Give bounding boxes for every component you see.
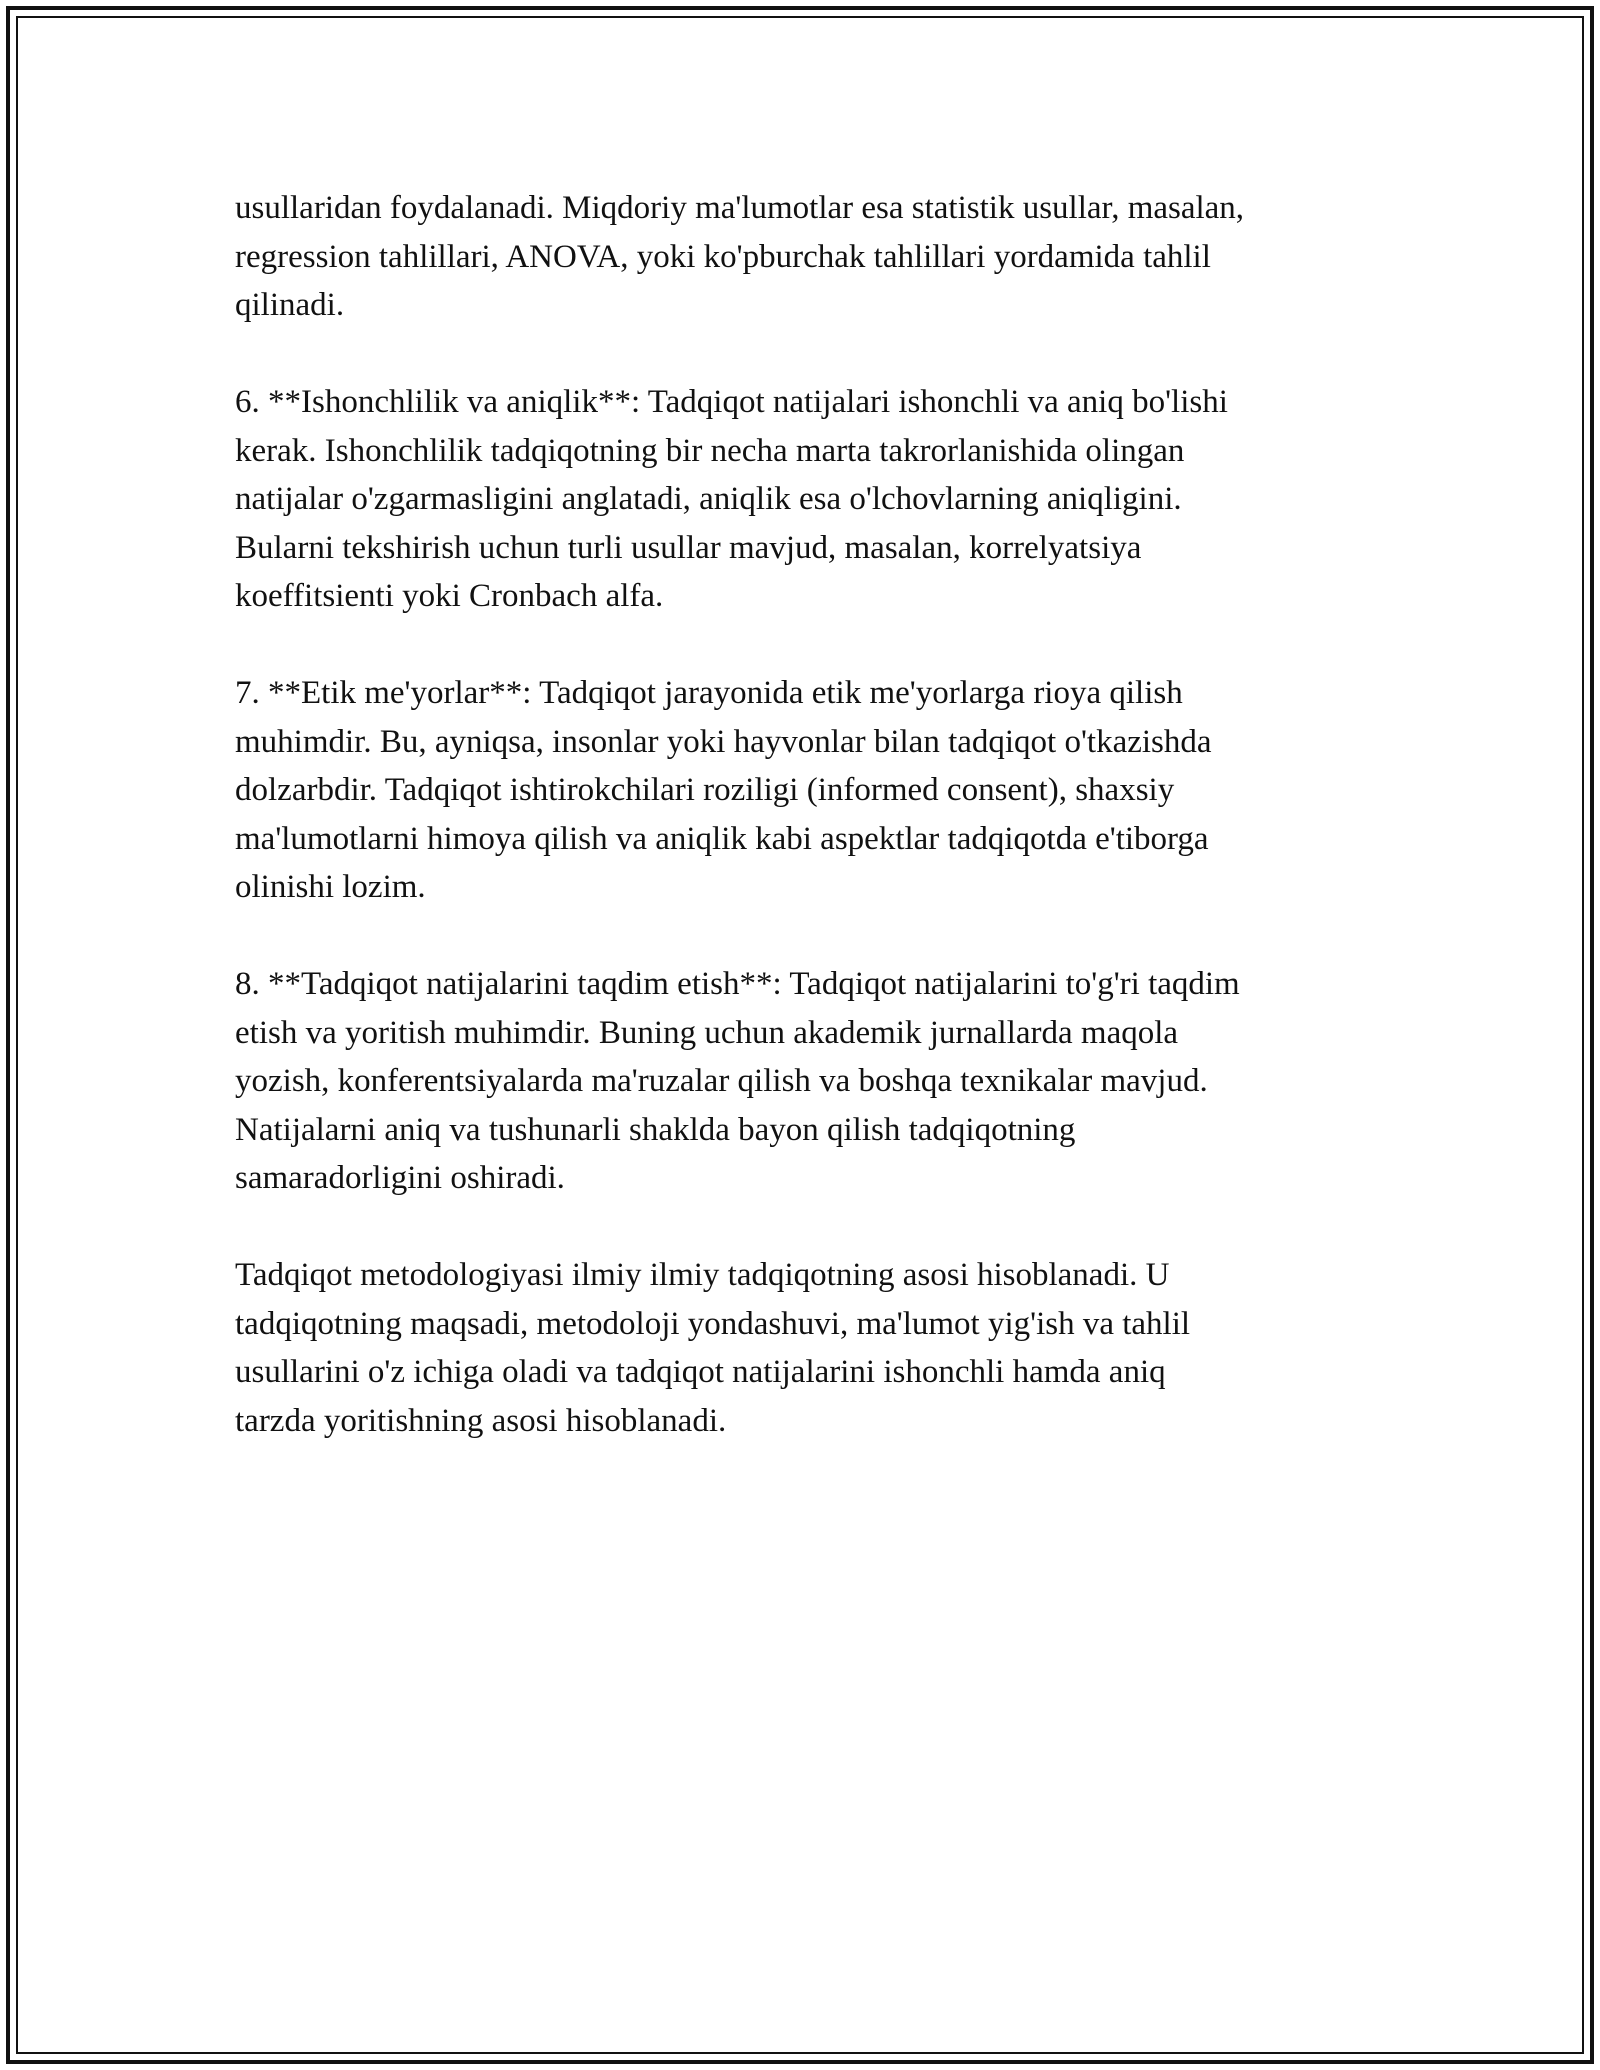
text-line: olinishi lozim. — [235, 869, 426, 905]
text-line: 8. **Tadqiqot natijalarini taqdim etish**: Tadqiqot natijalarini to'g'ri taqdim — [235, 966, 1240, 1002]
text-line: 6. **Ishonchlilik va aniqlik**: Tadqiqot natijalari ishonchli va aniq bo'lishi — [235, 384, 1228, 420]
text-line: regression tahlillari, ANOVA, yoki ko'pburchak tahlillari yordamida tahlil — [235, 238, 1211, 275]
paragraph-ethics — [235, 669, 1415, 912]
text-line: tadqiqotning maqsadi, metodoloji yondashuvi, ma'lumot yig'ish va tahlil — [235, 1305, 1191, 1342]
paragraph-analysis-methods — [235, 184, 1415, 330]
paragraph-conclusion — [235, 1251, 1415, 1445]
text-line: kerak. Ishonchlilik tadqiqotning bir necha marta takrorlanishida olingan — [235, 432, 1185, 469]
text-line: qilinadi. — [235, 287, 345, 323]
paragraph-reliability — [235, 378, 1415, 621]
text-line: 7. **Etik me'yorlar**: Tadqiqot jarayonida etik me'yorlarga rioya qilish — [235, 675, 1183, 711]
text-line: natijalar o'zgarmasligini anglatadi, aniqlik esa o'lchovlarning aniqligini. — [235, 481, 1182, 517]
text-line: Tadqiqot metodologiyasi ilmiy ilmiy tadqiqotning asosi hisoblanadi. U — [235, 1257, 1170, 1293]
text-line: koeffitsienti yoki Cronbach alfa. — [235, 578, 664, 614]
paragraph-presenting-results — [235, 960, 1415, 1203]
text-line: usullaridan foydalanadi. Miqdoriy ma'lumotlar esa statistik usullar, masalan, — [235, 190, 1245, 226]
text-line: etish va yoritish muhimdir. Buning uchun akademik jurnallarda maqola — [235, 1014, 1179, 1051]
text-line: usullarini o'z ichiga oladi va tadqiqot natijalarini ishonchli hamda aniq — [235, 1354, 1166, 1390]
document-body — [235, 184, 1415, 1494]
text-line: dolzarbdir. Tadqiqot ishtirokchilari roziligi (informed consent), shaxsiy — [235, 772, 1175, 808]
text-line: muhimdir. Bu, ayniqsa, insonlar yoki hayvonlar bilan tadqiqot o'tkazishda — [235, 723, 1212, 760]
text-line: tarzda yoritishning asosi hisoblanadi. — [235, 1402, 727, 1439]
text-line: yozish, konferentsiyalarda ma'ruzalar qilish va boshqa texnikalar mavjud. — [235, 1063, 1208, 1099]
text-line: samaradorligini oshiradi. — [235, 1160, 565, 1196]
text-line: Natijalarni aniq va tushunarli shaklda bayon qilish tadqiqotning — [235, 1111, 1076, 1148]
text-line: Bularni tekshirish uchun turli usullar mavjud, masalan, korrelyatsiya — [235, 529, 1142, 566]
text-line: ma'lumotlarni himoya qilish va aniqlik kabi aspektlar tadqiqotda e'tiborga — [235, 820, 1209, 857]
